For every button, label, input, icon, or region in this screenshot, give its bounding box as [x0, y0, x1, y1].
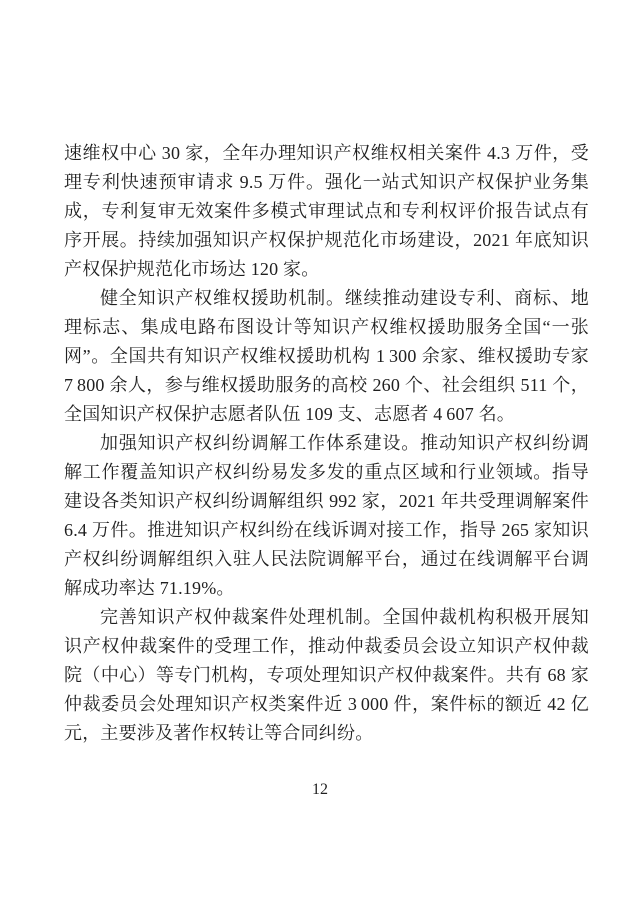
body-text — [64, 139, 589, 748]
paragraph-dispute-mediation-system: 加强知识产权纠纷调解工作体系建设。推动知识产权纠纷调解工作覆盖知识产权纠纷易发多发的重点区域和行业领域。指导建设各类知识产权纠纷调解组织 992 家，2021 年共受理调解案件 6.4 万件。推进知识产权纠纷在线诉调对接工作，指导 265 家知识产权纠纷调解组织入驻人民法院调解平台，通过在线调解平台调解成功率达 71.19%。 — [64, 433, 589, 598]
paragraph-arbitration-mechanism: 完善知识产权仲裁案件处理机制。全国仲裁机构积极开展知识产权仲裁案件的受理工作，推动仲裁委员会设立知识产权仲裁院（中心）等专门机构，专项处理知识产权仲裁案件。共有 68 家仲裁委员会处理知识产权类案件近 3 000 件，案件标的额近 42 亿元，主要涉及著作权转让等合同纠纷。 — [64, 607, 589, 743]
paragraph-rights-assistance-mechanism: 健全知识产权维权援助机制。继续推动建设专利、商标、地理标志、集成电路布图设计等知识产权维权援助服务全国“一张网”。全国共有知识产权维权援助机构 1 300 余家、维权援助专家 7 800 余人，参与维权援助服务的高校 260 个、社会组织 511 个，全国知识产权保护志愿者队伍 109 支、志愿者 4 607 名。 — [64, 288, 589, 424]
paragraph-protection-centers-continuation: 速维权中心 30 家，全年办理知识产权维权相关案件 4.3 万件，受理专利快速预审请求 9.5 万件。强化一站式知识产权保护业务集成，专利复审无效案件多模式审理试点和专利权评价报告试点有序开展。持续加强知识产权保护规范化市场建设，2021 年底知识产权保护规范化市场达 120 家。 — [64, 143, 589, 279]
page-number: 12 — [312, 781, 328, 798]
